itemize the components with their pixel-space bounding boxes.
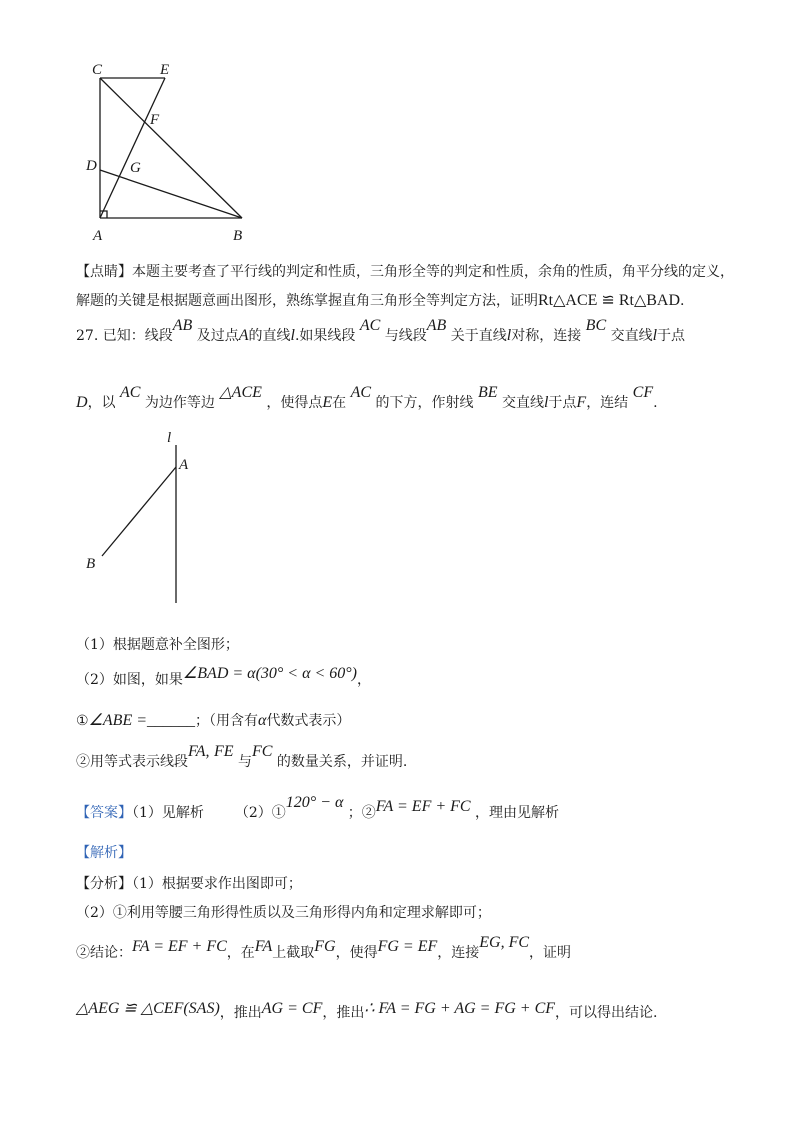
d-math: ∴ FA = FG + AG = FG + CF bbox=[364, 1000, 556, 1017]
comment-text-2: 解题的关键是根据题意画出图形，熟练掌握直角三角形全等判定方法，证明 bbox=[76, 293, 538, 309]
d-text: ，可以得出结论. bbox=[555, 1005, 658, 1021]
math-bc: BC bbox=[585, 317, 607, 334]
segment-cb bbox=[100, 78, 242, 218]
p27-text: 交直线 bbox=[610, 328, 653, 344]
math-fc: FC bbox=[251, 743, 273, 760]
math-a: A bbox=[238, 327, 249, 344]
answer-line bbox=[76, 794, 560, 823]
math-fa: FA bbox=[254, 938, 273, 955]
d-text: ，推出 bbox=[219, 1005, 262, 1021]
c-text: ，在 bbox=[226, 945, 255, 961]
math-ac: AC bbox=[120, 384, 141, 401]
q2a-text: 代数式表示） bbox=[266, 713, 351, 729]
d-math: AG = CF bbox=[261, 1000, 323, 1017]
math-l: l bbox=[506, 327, 512, 344]
label-f: F bbox=[150, 112, 160, 128]
math-d: D bbox=[76, 394, 88, 411]
p27-text: 在 bbox=[332, 395, 347, 411]
p27-text: 的直线 bbox=[248, 328, 291, 344]
q2b-text: 与 bbox=[237, 754, 252, 770]
p27-text: 与线段 bbox=[384, 328, 427, 344]
math-l: l bbox=[652, 327, 658, 344]
answer-math-2: FA = EF + FC bbox=[375, 798, 471, 815]
math-ac: AC bbox=[359, 317, 381, 334]
q2-end: ， bbox=[357, 672, 372, 688]
fenxi-text: （1）根据要求作出图即可； bbox=[132, 876, 302, 892]
p27-text: 交直线 bbox=[501, 395, 544, 411]
question-2a bbox=[76, 711, 350, 731]
math-e: E bbox=[322, 394, 333, 411]
c-text: ②结论： bbox=[76, 945, 132, 961]
comment-line-2 bbox=[76, 291, 684, 311]
math-fe: FE bbox=[213, 743, 234, 760]
comment-math: Rt△ACE ≌ Rt△BAD bbox=[538, 292, 681, 309]
analysis-line-3 bbox=[76, 934, 572, 963]
c-text: ，证明 bbox=[529, 945, 572, 961]
math-ab: AB bbox=[426, 317, 447, 334]
label-c: C bbox=[92, 62, 103, 78]
problem-number: 27. bbox=[76, 328, 99, 344]
comment-text-1: 本题主要考查了平行线的判定和性质，三角形全等的判定和性质，余角的性质，角平分线的定义， bbox=[132, 264, 734, 280]
question-2b bbox=[76, 743, 408, 772]
q2-math: ∠BAD = α(30° < α < 60°) bbox=[182, 665, 358, 682]
d-math: △AEG ≌ △CEF(SAS) bbox=[76, 1000, 220, 1017]
p27-text: 的下方，作射线 bbox=[375, 395, 474, 411]
segment-db bbox=[100, 170, 242, 218]
label-e: E bbox=[160, 62, 170, 78]
answer-tag: 【答案】 bbox=[76, 805, 132, 821]
math-fa: FA, bbox=[188, 743, 210, 760]
p27-text: 及过点 bbox=[196, 328, 239, 344]
c-math: FA = EF + FC bbox=[132, 938, 227, 955]
c-text: 上截取 bbox=[272, 945, 315, 961]
problem-27-line-2 bbox=[76, 384, 658, 413]
p27-text: 对称，连接 bbox=[511, 328, 582, 344]
p27-text: 已知：线段 bbox=[102, 328, 173, 344]
comment-tag: 【点睛】 bbox=[76, 264, 132, 280]
analysis-line-2: （2）①利用等腰三角形得性质以及三角形得内角和定理求解即可； bbox=[76, 905, 491, 921]
math-f: F bbox=[576, 394, 587, 411]
p27-text: ，连结 bbox=[586, 395, 629, 411]
figure-2 bbox=[80, 425, 200, 610]
comment-line-1 bbox=[76, 262, 734, 282]
c-text: ，连接 bbox=[437, 945, 480, 961]
math-cf: CF bbox=[632, 384, 654, 401]
question-2 bbox=[76, 665, 372, 690]
answer-part-1: （1）见解析 bbox=[132, 805, 204, 821]
label-a: A bbox=[179, 457, 189, 473]
label-g: G bbox=[130, 160, 141, 176]
math-l: l bbox=[543, 394, 549, 411]
q2-text: （2）如图，如果 bbox=[76, 672, 183, 688]
label-b: B bbox=[233, 228, 243, 244]
p27-text: 于点 bbox=[657, 328, 686, 344]
p27-text: 于点 bbox=[548, 395, 577, 411]
math-ab: AB bbox=[172, 317, 193, 334]
math-eg-fc: EG, FC bbox=[479, 934, 530, 951]
answer-blank: ______ bbox=[147, 712, 196, 729]
math-l: l bbox=[290, 327, 295, 344]
d-text: ，推出 bbox=[322, 1005, 365, 1021]
label-d: D bbox=[86, 158, 97, 174]
math-fg: FG bbox=[314, 938, 336, 955]
segment-ea bbox=[100, 78, 165, 218]
q2a-text: ；（用含有 bbox=[195, 713, 259, 729]
label-b: B bbox=[86, 556, 96, 572]
p27-text: 为边作等边 bbox=[144, 395, 215, 411]
math-be: BE bbox=[477, 384, 498, 401]
p27-text: ，以 bbox=[87, 395, 116, 411]
p27-text: ，使得点 bbox=[266, 395, 323, 411]
math-triangle-ace: △ACE bbox=[219, 384, 262, 401]
q2a-marker: ① bbox=[76, 713, 89, 729]
answer-math-1: 120° − α bbox=[285, 794, 344, 811]
answer-sep: ；② bbox=[347, 805, 376, 821]
answer-end: ，理由见解析 bbox=[475, 805, 560, 821]
label-l: l bbox=[167, 430, 172, 446]
fenxi-tag: 【分析】 bbox=[76, 876, 132, 892]
q2a-math: ∠ABE = bbox=[88, 712, 148, 729]
segment-ab bbox=[102, 467, 176, 556]
c-math: FG = EF bbox=[377, 938, 438, 955]
p27-text: . bbox=[653, 395, 658, 411]
p27-text: .如果线段 bbox=[294, 328, 356, 344]
figure-1 bbox=[80, 55, 260, 250]
comment-end: . bbox=[680, 293, 685, 309]
question-1: （1）根据题意补全图形； bbox=[76, 637, 239, 653]
q2b-text: ②用等式表示线段 bbox=[76, 754, 188, 770]
analysis-line-4 bbox=[76, 1000, 658, 1023]
q2b-text: 的数量关系，并证明. bbox=[276, 754, 408, 770]
answer-part-2: （2）① bbox=[234, 805, 286, 821]
math-alpha: α bbox=[258, 712, 267, 729]
analysis-line-1 bbox=[76, 874, 302, 894]
math-ac: AC bbox=[350, 384, 372, 401]
p27-text: 关于直线 bbox=[450, 328, 507, 344]
label-a: A bbox=[93, 228, 103, 244]
analysis-tag: 【解析】 bbox=[76, 845, 132, 861]
c-text: ，使得 bbox=[335, 945, 378, 961]
problem-27-line-1 bbox=[76, 317, 686, 346]
